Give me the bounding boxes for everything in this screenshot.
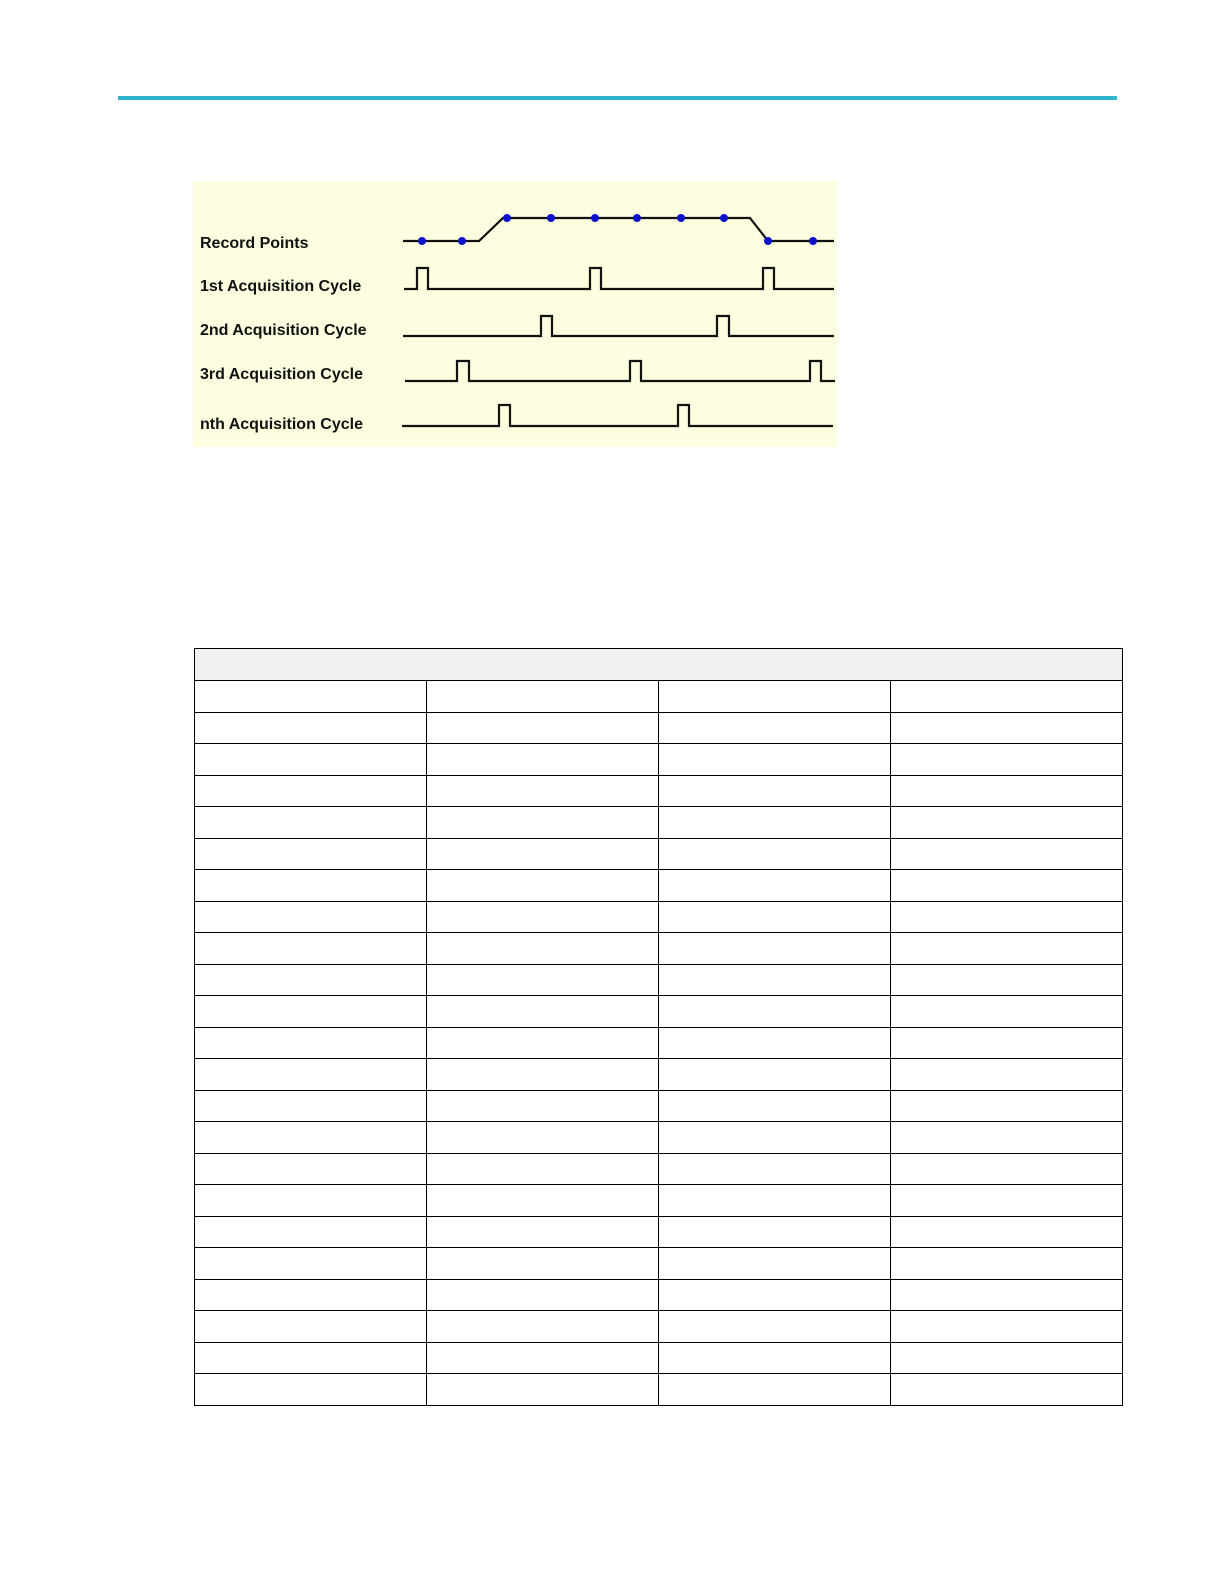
table-cell (195, 1153, 427, 1185)
record-point (764, 237, 772, 245)
table-cell (195, 1311, 427, 1343)
table-row (195, 681, 1123, 713)
table-cell (659, 870, 891, 902)
table-cell (427, 838, 659, 870)
table-cell (195, 1216, 427, 1248)
header-rule (118, 96, 1117, 100)
row-label-record-points: Record Points (200, 235, 309, 252)
empty-table (194, 648, 1123, 1406)
table-row (195, 712, 1123, 744)
table-cell (427, 1342, 659, 1374)
table-cell (659, 1027, 891, 1059)
record-point (809, 237, 817, 245)
table-cell (195, 1122, 427, 1154)
table-cell (195, 775, 427, 807)
table-cell (891, 1216, 1123, 1248)
table-row (195, 933, 1123, 965)
table-row (195, 1311, 1123, 1343)
table-cell (427, 1374, 659, 1406)
table-cell (195, 901, 427, 933)
record-point (503, 214, 511, 222)
table-cell (427, 1185, 659, 1217)
table-row (195, 807, 1123, 839)
table-cell (891, 1122, 1123, 1154)
table-cell (891, 1153, 1123, 1185)
table-row (195, 1279, 1123, 1311)
table-cell (195, 933, 427, 965)
table-cell (427, 1122, 659, 1154)
table-cell (659, 807, 891, 839)
table-cell (891, 1027, 1123, 1059)
table-cell (659, 1374, 891, 1406)
table-cell (427, 807, 659, 839)
table-cell (891, 1185, 1123, 1217)
table-row (195, 1216, 1123, 1248)
table-cell (427, 933, 659, 965)
table-row (195, 1122, 1123, 1154)
table-cell (659, 933, 891, 965)
table-cell (891, 933, 1123, 965)
table-row (195, 901, 1123, 933)
table-cell (195, 1342, 427, 1374)
table-cell (891, 681, 1123, 713)
table-cell (659, 996, 891, 1028)
table-cell (195, 1090, 427, 1122)
table-cell (195, 870, 427, 902)
table-cell (891, 744, 1123, 776)
table-cell (659, 964, 891, 996)
table-cell (659, 744, 891, 776)
row-label-1st-cycle: 1st Acquisition Cycle (200, 278, 362, 295)
record-point (720, 214, 728, 222)
table-cell (891, 1374, 1123, 1406)
table-cell (427, 964, 659, 996)
table-cell (427, 1059, 659, 1091)
table-cell (891, 712, 1123, 744)
table-cell (891, 807, 1123, 839)
table-header-row (195, 649, 1123, 681)
row-label-2nd-cycle: 2nd Acquisition Cycle (200, 322, 367, 339)
table-cell (891, 1311, 1123, 1343)
table-row (195, 838, 1123, 870)
row-label-3rd-cycle: 3rd Acquisition Cycle (200, 366, 363, 383)
table-row (195, 744, 1123, 776)
table-cell (891, 1342, 1123, 1374)
acquisition-diagram-canvas (193, 181, 837, 447)
table-cell (427, 775, 659, 807)
data-table (194, 648, 1123, 1406)
table-cell (195, 964, 427, 996)
table-cell (427, 1027, 659, 1059)
table-cell (659, 681, 891, 713)
record-point (591, 214, 599, 222)
table-cell (427, 744, 659, 776)
table-cell (195, 1027, 427, 1059)
table-cell (195, 1185, 427, 1217)
table-cell (891, 838, 1123, 870)
record-point (458, 237, 466, 245)
table-cell (427, 1216, 659, 1248)
table-cell (195, 1279, 427, 1311)
record-point (547, 214, 555, 222)
table-cell (195, 1059, 427, 1091)
table-cell (427, 1153, 659, 1185)
table-cell (659, 1059, 891, 1091)
table-cell (659, 1279, 891, 1311)
table-cell (891, 964, 1123, 996)
table-cell (427, 681, 659, 713)
table-cell (891, 775, 1123, 807)
table-cell (659, 1153, 891, 1185)
table-cell (195, 838, 427, 870)
acquisition-diagram (193, 181, 837, 447)
table-cell (427, 1090, 659, 1122)
table-header (195, 649, 1123, 681)
table-cell (427, 1311, 659, 1343)
table-cell (427, 870, 659, 902)
table-row (195, 996, 1123, 1028)
diagram-background (193, 181, 837, 447)
table-cell (659, 1122, 891, 1154)
table-row (195, 1153, 1123, 1185)
table-cell (891, 870, 1123, 902)
table-cell (427, 996, 659, 1028)
table-cell (195, 712, 427, 744)
table-cell (891, 996, 1123, 1028)
table-cell (659, 838, 891, 870)
table-cell (195, 996, 427, 1028)
table-cell (195, 744, 427, 776)
table-cell (659, 712, 891, 744)
table-cell (195, 807, 427, 839)
table-row (195, 1185, 1123, 1217)
table-cell (659, 1090, 891, 1122)
table-row (195, 870, 1123, 902)
table-cell (427, 712, 659, 744)
table-cell (659, 901, 891, 933)
table-cell (659, 1216, 891, 1248)
table-cell (659, 1311, 891, 1343)
table-cell (891, 1248, 1123, 1280)
table-cell (659, 1342, 891, 1374)
table-cell (195, 1374, 427, 1406)
table-row (195, 1248, 1123, 1280)
record-point (633, 214, 641, 222)
table-cell (659, 1248, 891, 1280)
table-cell (891, 901, 1123, 933)
table-cell (659, 775, 891, 807)
table-row (195, 1027, 1123, 1059)
table-cell (427, 1279, 659, 1311)
table-row (195, 1059, 1123, 1091)
row-label-nth-cycle: nth Acquisition Cycle (200, 416, 363, 433)
table-cell (891, 1090, 1123, 1122)
table-cell (427, 1248, 659, 1280)
table-cell (891, 1279, 1123, 1311)
table-cell (195, 681, 427, 713)
table-body (195, 681, 1123, 1406)
table-row (195, 775, 1123, 807)
record-point (418, 237, 426, 245)
table-cell (195, 1248, 427, 1280)
table-row (195, 1374, 1123, 1406)
table-cell (891, 1059, 1123, 1091)
record-point (677, 214, 685, 222)
table-row (195, 1090, 1123, 1122)
table-row (195, 964, 1123, 996)
table-cell (427, 901, 659, 933)
table-row (195, 1342, 1123, 1374)
table-cell (659, 1185, 891, 1217)
